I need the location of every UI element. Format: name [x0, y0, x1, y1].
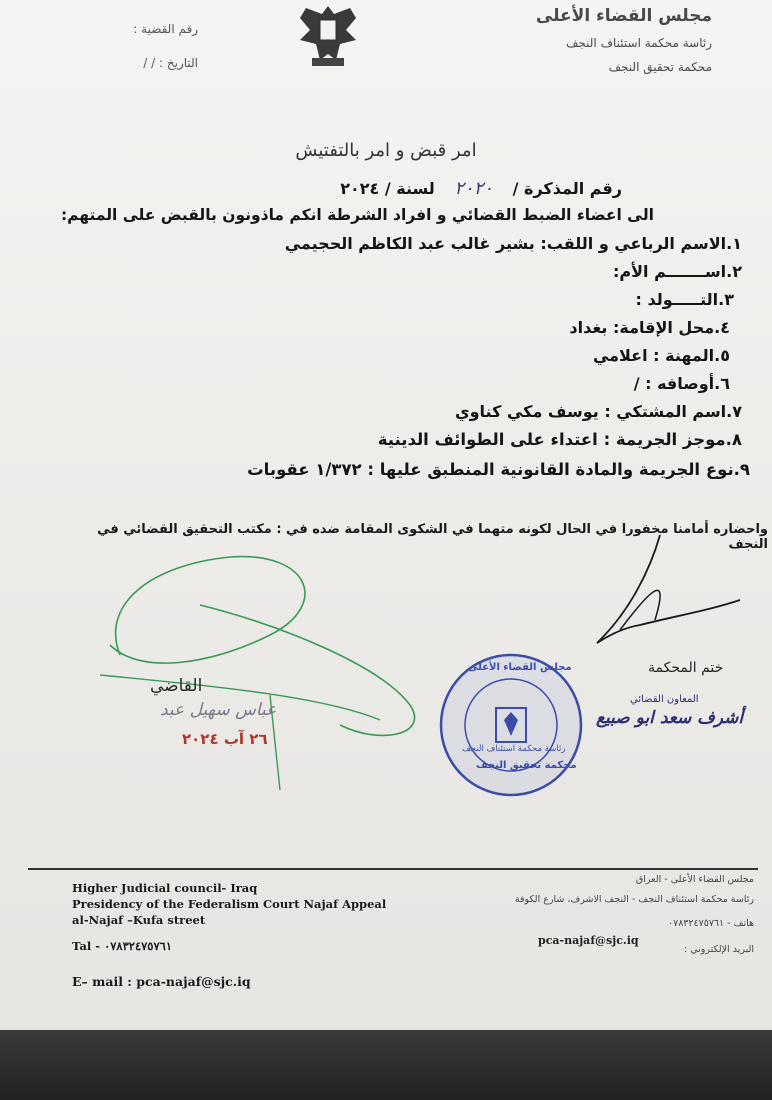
judge-label: القاضي: [150, 676, 203, 696]
footer-en-presidency: Presidency of the Federalism Court Najaf Appeal: [72, 897, 387, 911]
year-label: لسنة / ٢٠٢٤: [340, 179, 435, 198]
assistant-title: المعاون القضائي: [630, 694, 699, 705]
item-description: ٦.أوصافه : /: [633, 374, 730, 393]
case-number-label: رقم القضية :: [133, 22, 198, 36]
item-residence: ٤.محل الإقامة: بغداد: [569, 318, 730, 337]
item-complainant: ٧.اسم المشتكي : يوسف مكي كناوي: [454, 402, 742, 421]
memo-label: رقم المذكرة /: [512, 179, 622, 198]
item-profession: ٥.المهنة : اعلامي: [592, 346, 730, 365]
stamp-text-council: مجلس القضاء الأعلى: [468, 662, 572, 673]
stamp-text-presidency: رئاسة محكمة استئناف النجف: [462, 744, 566, 754]
court-stamp-label: ختم المحكمة: [648, 660, 724, 676]
date-label: التاريخ : / /: [143, 56, 198, 70]
closing-paragraph: واحضاره أمامنا مخفورا في الحال لكونه متهما في الشكوى المقامة ضده في : مكتب التحقيق القضائي في النجف: [97, 522, 768, 552]
footer-ar-council: مجلس القضاء الأعلى - العراق: [635, 874, 754, 885]
footer-en-address: al-Najaf –Kufa street: [72, 913, 206, 927]
header-institution: [536, 0, 712, 74]
presidency-name: رئاسة محكمة استئناف النجف: [565, 36, 712, 50]
item-crime-summary: ٨.موجز الجريمة : اعتداء على الطوائف الدينية: [377, 430, 742, 449]
footer-ar-email-label: البريد الإلكتروني :: [684, 944, 754, 955]
addressee-line: الى اعضاء الضبط القضائي و افراد الشرطة انكم ماذونون بالقبض على المتهم:: [60, 206, 654, 224]
footer-ar-phone: هاتف - ٠٧٨٣٢٤٧٥٧٦١: [668, 918, 754, 929]
judge-name-handwritten: عباس سهيل عبد: [160, 700, 277, 720]
footer-en-tel: Tal - ٠٧٨٣٢٤٧٥٧٦١: [72, 939, 173, 953]
judge-date-handwritten: ٢٦ آب ٢٠٢٤: [182, 730, 268, 748]
council-title: مجلس القضاء الأعلى: [535, 6, 712, 26]
green-signature-scribble: [80, 545, 440, 805]
header-case-info: [78, 22, 198, 90]
footer-ar-email: pca-najaf@sjc.iq: [538, 934, 639, 947]
item-crime-article: ٩.نوع الجريمة والمادة القانونية المنطبق عليها : ١/٣٧٢ عقوبات: [247, 460, 750, 479]
assistant-signature-strokes: [560, 530, 760, 680]
document-title: امر قبض و امر بالتفتيش: [295, 140, 477, 161]
iraq-eagle-emblem-icon: [290, 0, 366, 70]
memo-number-handwritten: ٢٠٢٠: [454, 178, 494, 199]
footer-en-email: E– mail : pca-najaf@sjc.iq: [72, 974, 251, 989]
court-name: محكمة تحقيق النجف: [608, 60, 712, 74]
footer-en-council: Higher Judicial council- Iraq: [72, 881, 258, 895]
footer-ar-presidency: رئاسة محكمة استئناف النجف - النجف الاشرف، شارع الكوفة: [514, 894, 754, 905]
stamp-text-court: محكمة تحقيق النجف: [476, 760, 577, 771]
memo-number-row: [340, 178, 622, 199]
footer-english: [72, 880, 386, 990]
assistant-name-handwritten: أشرف سعد ابو صبيع: [596, 708, 744, 728]
item-full-name: ١.الاسم الرباعي و اللقب: بشير غالب عبد الكاظم الحجيمي: [284, 234, 742, 253]
item-mother-name: ٢.اســـــــم الأم:: [613, 262, 742, 281]
item-birth: ٣.التـــــولد :: [635, 290, 734, 309]
background-surface: [0, 1030, 772, 1100]
